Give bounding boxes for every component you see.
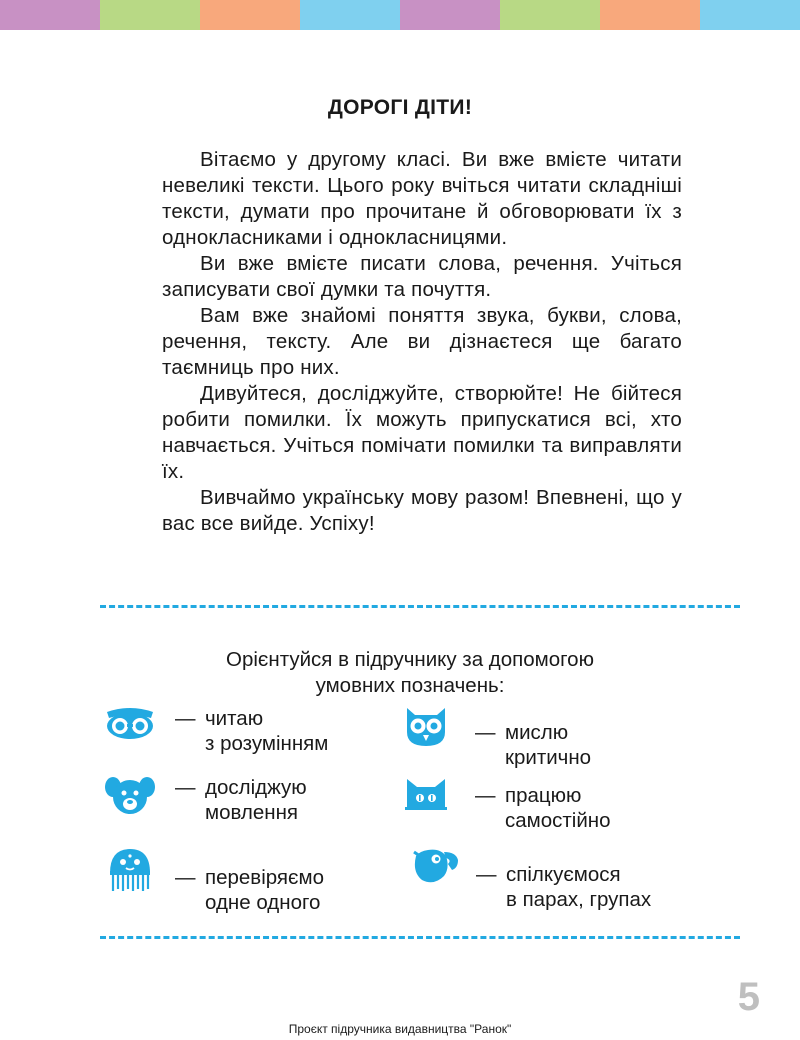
legend-item-check	[105, 847, 324, 915]
legend-label: спілкуємося	[506, 863, 621, 886]
top-color-bar	[0, 0, 800, 30]
jellyfish-icon	[105, 847, 155, 893]
color-segment	[0, 0, 100, 30]
legend-label: одне одного	[205, 891, 321, 914]
legend-dash: —	[475, 721, 496, 744]
legend-intro-line: умовних позначень:	[315, 674, 505, 697]
legend-text	[506, 862, 651, 912]
legend-label: критично	[505, 746, 592, 769]
legend-intro-line: Орієнтуйся в підручнику за допомогою	[226, 648, 594, 671]
legend-label: працюю	[505, 784, 582, 807]
legend-item-research	[105, 775, 307, 825]
legend-label: мовлення	[205, 801, 299, 824]
legend-dash: —	[475, 784, 496, 807]
cat-icon	[405, 777, 447, 811]
color-segment	[500, 0, 600, 30]
legend-text	[205, 865, 324, 915]
dog-icon	[105, 775, 155, 817]
legend-item-communication	[412, 846, 651, 912]
legend-label: в парах, групах	[506, 888, 652, 911]
color-segment	[400, 0, 500, 30]
legend-dash: —	[175, 866, 196, 889]
legend-label: перевіряємо	[205, 866, 324, 889]
legend-label: досліджую	[205, 776, 307, 799]
color-segment	[700, 0, 800, 30]
footer-note: Проєкт підручника видавництва "Ранок"	[288, 1022, 512, 1036]
divider-top	[100, 605, 740, 608]
color-segment	[300, 0, 400, 30]
legend-dash: —	[476, 863, 497, 886]
paragraph: Вивчаймо українську мову разом! Впевнені, що у вас все вийде. Успіху!	[162, 486, 682, 535]
legend-intro	[140, 647, 680, 699]
legend-item-thinking	[405, 706, 591, 770]
legend-label: мислю	[505, 721, 569, 744]
page-number: 5	[737, 975, 760, 1019]
page-title: ДОРОГІ ДІТИ!	[327, 96, 473, 119]
legend-item-independent	[405, 775, 611, 833]
legend-dash: —	[175, 776, 196, 799]
paragraph: Ви вже вмієте писати слова, речення. Учіться записувати свої думки та почуття.	[162, 252, 682, 301]
paragraph: Вам вже знайомі поняття звука, букви, слова, речення, тексту. Але ви дізнаєтеся ще багато таємниць про них.	[162, 304, 682, 379]
legend-label: самостійно	[505, 809, 611, 832]
legend-label: читаю	[205, 707, 264, 730]
legend-text	[505, 783, 611, 833]
paragraph: Дивуйтеся, досліджуйте, створюйте! Не бійтеся робити помилки. Їх можуть припускатися всі, хто навчається. Учіться помічати помилки та виправляти їх.	[162, 382, 682, 483]
legend-text	[205, 706, 328, 756]
owl-glasses-icon	[105, 706, 155, 748]
intro-text	[162, 147, 682, 537]
paragraph: Вітаємо у другому класі. Ви вже вмієте читати невеликі тексти. Цього року вчіться читати складніші тексти, думати про прочитане й обговорювати їх з однокласниками і однокласницями.	[162, 148, 682, 249]
legend-dash: —	[175, 707, 196, 730]
legend-label: з розумінням	[205, 732, 329, 755]
color-segment	[100, 0, 200, 30]
color-segment	[200, 0, 300, 30]
divider-bottom	[100, 936, 740, 939]
legend-text	[505, 720, 591, 770]
parrot-icon	[412, 846, 460, 884]
legend-text	[205, 775, 307, 825]
color-segment	[600, 0, 700, 30]
owl-icon	[405, 706, 447, 748]
legend-item-reading	[105, 706, 328, 756]
